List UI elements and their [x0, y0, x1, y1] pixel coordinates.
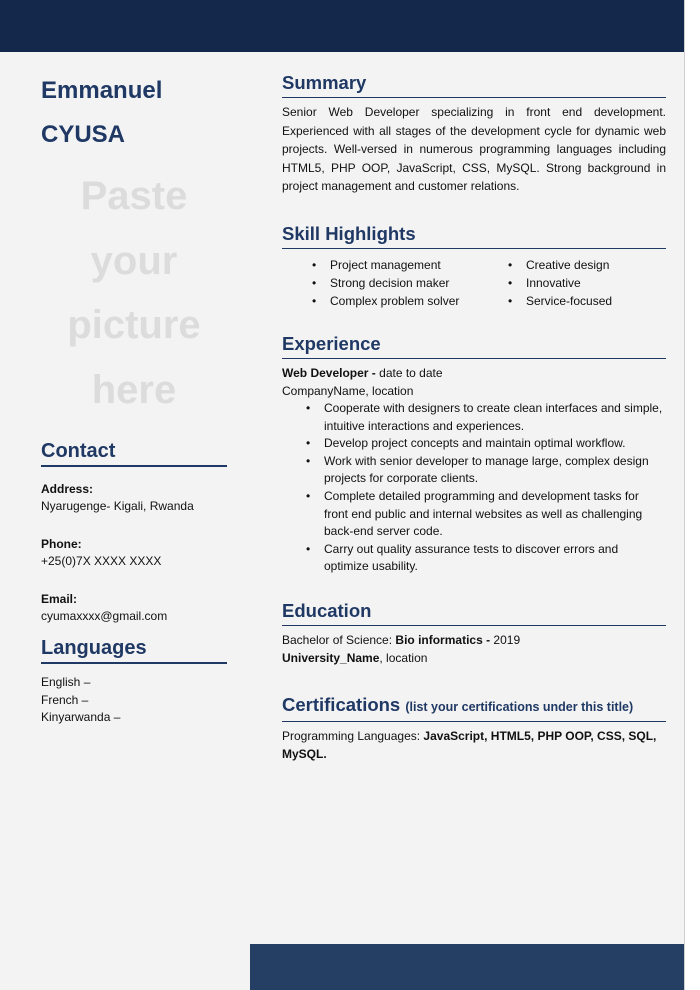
- photo-placeholder-line: picture: [67, 303, 201, 347]
- skill-item: • Project management: [312, 256, 508, 274]
- certification-prefix: Programming Languages:: [282, 729, 424, 743]
- summary-section: [282, 72, 666, 196]
- phone-label: Phone:: [41, 537, 82, 551]
- last-name: CYUSA: [41, 121, 126, 148]
- job-dates: date to date: [375, 366, 443, 380]
- education-heading: Education: [282, 600, 666, 626]
- phone-value: +25(0)7X XXXX XXXX: [41, 554, 162, 568]
- page-edge: [684, 0, 685, 990]
- skills-heading: Skill Highlights: [282, 223, 666, 249]
- certifications-heading: [282, 694, 666, 722]
- degree-line: [282, 632, 666, 650]
- experience-heading: Experience: [282, 333, 666, 359]
- skills-section: [282, 223, 666, 310]
- photo-placeholder-line: your: [90, 238, 178, 283]
- certifications-note: (list your certifications under this title): [405, 700, 634, 714]
- experience-section: [282, 333, 666, 576]
- photo-placeholder-line: Paste: [80, 174, 188, 218]
- certifications-title: Certifications: [282, 694, 401, 715]
- skill-item: • Creative design: [508, 256, 668, 274]
- duty-item: • Carry out quality assurance tests to discover errors and optimize usability.: [306, 541, 666, 576]
- job-duties-list: [282, 400, 666, 576]
- photo-placeholder[interactable]: [41, 164, 227, 422]
- language-item: English –: [41, 675, 91, 689]
- languages-heading: Languages: [41, 637, 227, 664]
- university-name: University_Name: [282, 650, 380, 665]
- university-line: [282, 650, 666, 668]
- degree-year: 2019: [490, 633, 521, 647]
- duty-item: • Cooperate with designers to create clean interfaces and simple, intuitive interactions and experiences.: [306, 400, 666, 435]
- degree-field: Bio informatics -: [395, 633, 491, 647]
- duty-item: • Complete detailed programming and development tasks for front end public and internal websites as well as challenging back-end server code.: [306, 488, 666, 541]
- job-company: CompanyName, location: [282, 383, 414, 398]
- languages-section: [41, 637, 227, 727]
- email-label: Email:: [41, 592, 78, 606]
- footer-band: [250, 944, 684, 990]
- certification-value: JavaScript, HTML5, PHP OOP, CSS, SQL, MySQL.: [282, 729, 657, 761]
- email-value[interactable]: cyumaxxxx@gmail.com: [41, 609, 168, 623]
- job-title-line: [282, 365, 666, 383]
- contact-heading: Contact: [41, 440, 227, 467]
- first-name: Emmanuel: [41, 77, 163, 104]
- skill-item: • Complex problem solver: [312, 292, 508, 310]
- duty-item: • Work with senior developer to manage large, complex design projects for corporate clients.: [306, 453, 666, 488]
- skill-item: • Strong decision maker: [312, 274, 508, 292]
- skills-list: [282, 256, 666, 310]
- language-item: Kinyarwanda –: [41, 710, 121, 724]
- address-label: Address:: [41, 482, 94, 496]
- degree-prefix: Bachelor of Science:: [282, 633, 396, 647]
- summary-text: Senior Web Developer specializing in front end development. Experienced with all stages of the development cycle for dynamic web projects. Well-versed in numerous programming languages including HTML5, PHP OOP, JavaScript, CSS, MySQL. Strong background in project management and customer relations.: [282, 105, 666, 194]
- skill-item: • Innovative: [508, 274, 668, 292]
- contact-section: [41, 440, 227, 623]
- languages-list: [41, 674, 227, 727]
- skill-item: • Service-focused: [508, 292, 668, 310]
- duty-item: • Develop project concepts and maintain optimal workflow.: [306, 435, 666, 453]
- university-location: , location: [379, 650, 428, 665]
- address-value: Nyarugenge- Kigali, Rwanda: [41, 499, 194, 513]
- photo-placeholder-line: here: [91, 367, 177, 412]
- education-section: [282, 600, 666, 667]
- certification-line: [282, 728, 666, 763]
- language-item: French –: [41, 692, 89, 707]
- summary-heading: Summary: [282, 72, 666, 98]
- job-title: Web Developer -: [282, 366, 376, 380]
- certifications-section: [282, 694, 666, 763]
- header-band: [0, 0, 684, 52]
